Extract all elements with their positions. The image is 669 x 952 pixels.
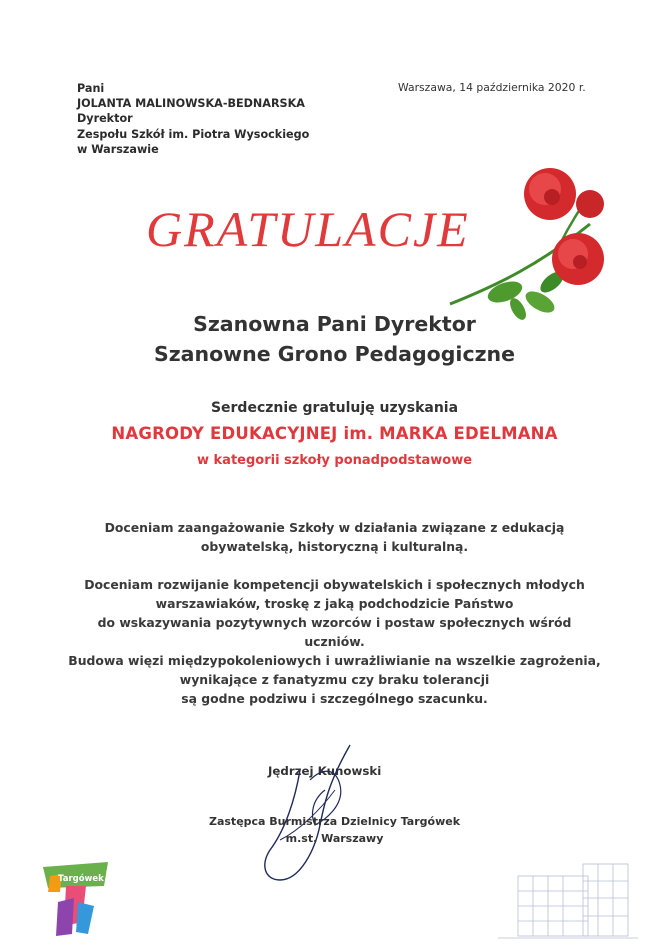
logo-label: Targówek xyxy=(58,874,104,884)
paragraph-1-line-1: Doceniam zaangażowanie Szkoły w działania związane z edukacją xyxy=(104,520,565,535)
paragraph-1 xyxy=(0,518,669,556)
building-watermark-icon xyxy=(498,856,638,944)
signer-role-line-1: Zastępca Burmistrza Dzielnicy Targówek xyxy=(208,815,461,828)
paragraph-2-line-7: są godne podziwu i szczególnego szacunku. xyxy=(181,691,488,706)
page-title: GRATULACJE xyxy=(146,201,470,257)
signer-role xyxy=(0,813,669,847)
paragraph-2-line-6: wynikające z fanatyzmu czy braku tolerancji xyxy=(179,672,490,687)
document-date: Warszawa, 14 października 2020 r. xyxy=(398,81,586,94)
paragraph-2 xyxy=(0,575,669,708)
award-category: w kategorii szkoły ponadpodstawowe xyxy=(196,453,473,468)
greeting-line-1: Szanowna Pani Dyrektor xyxy=(193,312,476,336)
paragraph-2-line-2: warszawiaków, troskę z jaką podchodzicie Państwo xyxy=(155,596,514,611)
signer-role-line-2: m.st. Warszawy xyxy=(285,832,384,845)
recipient-position: Dyrektor xyxy=(77,112,133,126)
paragraph-1-line-2: obywatelską, historyczną i kulturalną. xyxy=(200,539,469,554)
paragraph-2-line-5: Budowa więzi międzypokoleniowych i uwrażliwianie na wszelkie zagrożenia, xyxy=(68,653,601,668)
signer-name: Jędrzej Kunowski xyxy=(268,764,382,778)
recipient-city: w Warszawie xyxy=(77,142,159,156)
paragraph-2-line-4: uczniów. xyxy=(304,634,365,649)
greeting-line-2: Szanowne Grono Pedagogiczne xyxy=(153,342,516,366)
recipient-block xyxy=(77,81,309,157)
paragraph-2-line-3: do wskazywania pozytywnych wzorców i postaw społecznych wśród xyxy=(97,615,572,630)
award-name: NAGRODY EDUKACYJNEJ im. MARKA EDELMANA xyxy=(111,424,558,443)
recipient-school: Zespołu Szkół im. Piotra Wysockiego xyxy=(77,127,310,141)
recipient-salutation: Pani xyxy=(77,82,105,95)
congrats-text: Serdecznie gratuluję uzyskania xyxy=(210,400,459,416)
recipient-name: JOLANTA MALINOWSKA-BEDNARSKA xyxy=(77,97,305,111)
paragraph-2-line-1: Doceniam rozwijanie kompetencji obywatelskich i społecznych młodych xyxy=(84,577,585,592)
